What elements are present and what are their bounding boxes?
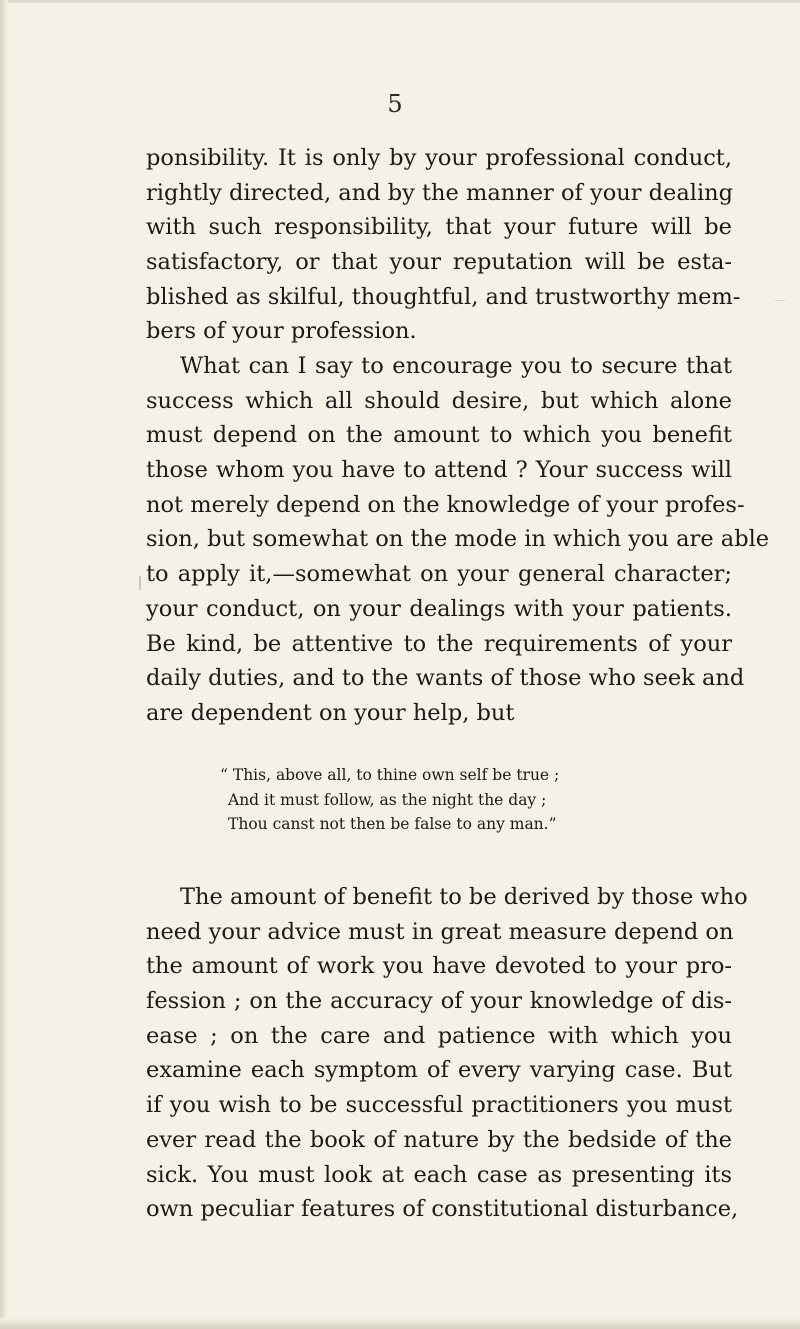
text-line: with such responsibility, that your future will be — [146, 214, 732, 241]
text-line: The amount of benefit to be derived by those who — [180, 884, 748, 910]
text-line: the amount of work you have devoted to your pro- — [146, 953, 732, 980]
text-line: to apply it,—somewhat on your general character; — [146, 561, 732, 588]
page-edge-left — [0, 0, 8, 1329]
text-line: examine each symptom of every varying case. But — [146, 1057, 732, 1084]
paragraph-benefit — [146, 880, 748, 1227]
text-line: blished as skilful, thoughtful, and trustworthy mem- — [146, 283, 741, 310]
quote-line: Thou canst not then be false to any man.” — [228, 815, 557, 833]
text-line: ponsibility. It is only by your professional conduct, — [146, 145, 732, 171]
text-line: sion, but somewhat on the mode in which you are able — [146, 526, 770, 553]
quote-line: And it must follow, as the night the day ; — [228, 790, 547, 809]
text-line: satisfactory, or that your reputation will be esta- — [146, 249, 732, 276]
block-quote — [220, 763, 640, 837]
text-line: your conduct, on your dealings with your patients. — [146, 595, 732, 622]
quote-line: “ This, above all, to thine own self be true ; — [220, 766, 560, 784]
text-line: those whom you have to attend ? Your success will — [146, 457, 732, 484]
text-line: ever read the book of nature by the bedside of the — [146, 1126, 732, 1153]
paragraph-encouragement — [146, 349, 770, 731]
text-line: not merely depend on the knowledge of your profes- — [146, 491, 745, 518]
text-line: success which all should desire, but which alone — [146, 387, 732, 414]
page-edge-bottom — [0, 1318, 800, 1329]
text-line: must depend on the amount to which you benefit — [146, 422, 732, 449]
page-edge-top — [0, 0, 800, 3]
text-line: if you wish to be successful practitioners you must — [146, 1092, 732, 1119]
text-line: are dependent on your help, but — [146, 699, 515, 726]
text-line: fession ; on the accuracy of your knowledge of dis- — [146, 988, 732, 1015]
text-line: own peculiar features of constitutional disturbance, — [146, 1196, 739, 1223]
paragraph-continued — [146, 141, 741, 349]
page-number: 5 — [387, 90, 403, 118]
text-line: need your advice must in great measure depend on — [146, 918, 734, 945]
paper-speck — [775, 300, 785, 301]
text-line: ease ; on the care and patience with which you — [146, 1022, 732, 1049]
text-line: bers of your profession. — [146, 318, 417, 345]
text-line: Be kind, be attentive to the requirements of your — [146, 630, 732, 657]
text-line: What can I say to encourage you to secure that — [180, 353, 732, 379]
paper-speck — [139, 576, 141, 590]
text-line: daily duties, and to the wants of those who seek and — [146, 665, 745, 692]
text-line: sick. You must look at each case as presenting its — [146, 1161, 732, 1188]
text-line: rightly directed, and by the manner of your dealing — [146, 179, 734, 206]
